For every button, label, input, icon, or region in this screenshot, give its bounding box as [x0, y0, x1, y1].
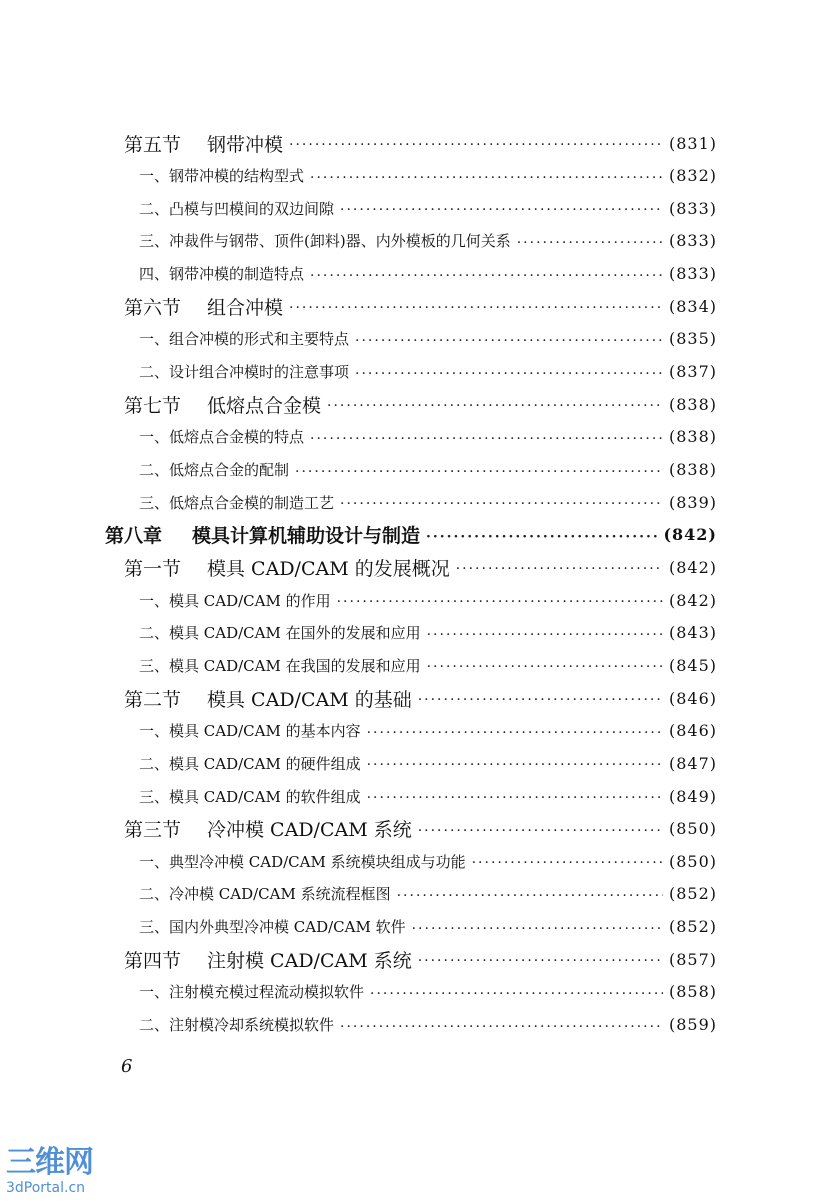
toc-subsection-entry	[139, 649, 717, 681]
toc-leader-dots	[412, 917, 663, 937]
toc-entry-page: (838)	[668, 427, 717, 447]
toc-entry-page: (852)	[668, 884, 717, 904]
toc-leader-dots	[370, 982, 663, 1002]
toc-leader-dots	[426, 525, 657, 545]
toc-subsection-entry	[139, 878, 717, 910]
toc-leader-dots	[418, 949, 663, 969]
toc-entry-page: (857)	[668, 949, 717, 969]
toc-leader-dots	[310, 264, 663, 284]
toc-subsection-entry	[139, 323, 717, 355]
toc-entry-page: (838)	[668, 394, 717, 414]
toc-entry-title: 一、模具 CAD/CAM 的作用	[139, 591, 331, 610]
toc-leader-dots	[472, 851, 663, 871]
toc-entry-page: (847)	[668, 753, 717, 773]
toc-entry-page: (842)	[668, 557, 717, 577]
toc-entry-number: 第二节	[124, 688, 182, 711]
toc-entry-title: 低熔点合金模	[207, 394, 322, 417]
toc-leader-dots	[355, 329, 663, 349]
toc-section-entry	[124, 127, 717, 159]
toc-leader-dots	[427, 623, 663, 643]
toc-entry-title: 一、组合冲模的形式和主要特点	[139, 330, 350, 349]
toc-subsection-entry	[139, 421, 717, 453]
toc-section-entry	[124, 388, 717, 420]
toc-leader-dots	[340, 1015, 663, 1035]
toc-leader-dots	[427, 655, 663, 675]
toc-subsection-entry	[139, 356, 717, 388]
toc-leader-dots	[397, 884, 663, 904]
toc-entry-title: 二、凸模与凹模间的双边间隙	[139, 199, 335, 218]
toc-entry-title: 一、注射模充模过程流动模拟软件	[139, 983, 365, 1002]
toc-entry-page: (846)	[668, 721, 717, 741]
toc-entry-title: 三、模具 CAD/CAM 在我国的发展和应用	[139, 656, 421, 675]
toc-entry-title: 模具计算机辅助设计与制造	[192, 525, 421, 548]
toc-entry-title: 三、低熔点合金模的制造工艺	[139, 493, 335, 512]
toc-entry-number: 第五节	[124, 133, 182, 156]
toc-subsection-entry	[139, 192, 717, 224]
toc-leader-dots	[418, 819, 663, 839]
toc-entry-title: 冷冲模 CAD/CAM 系统	[207, 819, 412, 842]
toc-leader-dots	[340, 198, 663, 218]
toc-entry-page: (839)	[668, 492, 717, 512]
toc-entry-page: (834)	[668, 296, 717, 316]
toc-subsection-entry	[139, 225, 717, 257]
toc-entry-page: (837)	[668, 362, 717, 382]
toc-leader-dots	[337, 590, 663, 610]
toc-entry-number: 第一节	[124, 557, 182, 580]
toc-subsection-entry	[139, 258, 717, 290]
toc-chapter-entry	[105, 519, 717, 551]
toc-entry-page: (833)	[668, 264, 717, 284]
toc-entry-title: 四、钢带冲模的制造特点	[139, 265, 305, 284]
toc-entry-title: 三、国内外典型冷冲模 CAD/CAM 软件	[139, 918, 406, 937]
toc-entry-page: (849)	[668, 786, 717, 806]
toc-entry-page: (842)	[668, 590, 717, 610]
toc-entry-number: 第七节	[124, 394, 182, 417]
toc-leader-dots	[289, 296, 663, 316]
toc-entry-title: 一、低熔点合金模的特点	[139, 428, 305, 447]
toc-subsection-entry	[139, 715, 717, 747]
toc-entry-page: (858)	[668, 982, 717, 1002]
toc-subsection-entry	[139, 617, 717, 649]
toc-leader-dots	[295, 460, 663, 480]
toc-subsection-entry	[139, 845, 717, 877]
watermark-logo	[6, 1145, 93, 1196]
toc-subsection-entry	[139, 747, 717, 779]
toc-entry-page: (835)	[668, 329, 717, 349]
toc-entry-page: (850)	[668, 851, 717, 871]
toc-section-entry	[124, 551, 717, 583]
toc-subsection-entry	[139, 584, 717, 616]
toc-entry-title: 组合冲模	[207, 296, 284, 319]
toc-entry-title: 三、冲裁件与钢带、顶件(卸料)器、内外模板的几何关系	[139, 232, 511, 251]
toc-entry-page: (831)	[668, 133, 717, 153]
toc-entry-title: 一、模具 CAD/CAM 的基本内容	[139, 722, 361, 741]
toc-entry-page: (832)	[668, 166, 717, 186]
toc-leader-dots	[355, 362, 663, 382]
toc-entry-page: (846)	[668, 688, 717, 708]
toc-entry-number: 第八章	[105, 525, 163, 548]
page-number: 6	[121, 1056, 133, 1077]
toc-subsection-entry	[139, 976, 717, 1008]
toc-entry-title: 一、钢带冲模的结构型式	[139, 167, 305, 186]
toc-entry-title: 注射模 CAD/CAM 系统	[207, 949, 412, 972]
toc-entry-page: (850)	[668, 819, 717, 839]
toc-entry-title: 二、注射模冷却系统模拟软件	[139, 1016, 335, 1035]
toc-leader-dots	[310, 427, 663, 447]
toc-entry-title: 三、模具 CAD/CAM 的软件组成	[139, 787, 361, 806]
toc-entry-title: 模具 CAD/CAM 的基础	[207, 688, 412, 711]
toc-entry-title: 一、典型冷冲模 CAD/CAM 系统模块组成与功能	[139, 852, 466, 871]
toc-section-entry	[124, 943, 717, 975]
toc-leader-dots	[456, 557, 663, 577]
toc-entry-number: 第六节	[124, 296, 182, 319]
toc-leader-dots	[340, 492, 663, 512]
toc-subsection-entry	[139, 911, 717, 943]
toc-entry-page: (845)	[668, 655, 717, 675]
toc-leader-dots	[289, 133, 663, 153]
toc-leader-dots	[310, 166, 663, 186]
toc-section-entry	[124, 682, 717, 714]
toc-leader-dots	[367, 786, 663, 806]
toc-subsection-entry	[139, 486, 717, 518]
toc-entry-number: 第四节	[124, 949, 182, 972]
toc-entry-number: 第三节	[124, 819, 182, 842]
toc-entry-title: 二、低熔点合金的配制	[139, 461, 290, 479]
toc-leader-dots	[418, 688, 663, 708]
toc-subsection-entry	[139, 1009, 717, 1041]
toc-entry-title: 模具 CAD/CAM 的发展概况	[207, 557, 450, 580]
toc-subsection-entry	[139, 454, 717, 486]
toc-section-entry	[124, 290, 717, 322]
toc-entry-page: (859)	[668, 1015, 717, 1035]
toc-entry-page: (833)	[668, 231, 717, 251]
toc-subsection-entry	[139, 160, 717, 192]
watermark-site-text: 3dPortal.cn	[6, 1180, 86, 1196]
toc-leader-dots	[367, 721, 663, 741]
toc-leader-dots	[517, 231, 663, 251]
toc-entry-title: 钢带冲模	[207, 133, 284, 156]
toc-entry-page: (842)	[663, 525, 717, 545]
toc-leader-dots	[367, 753, 663, 773]
toc-entry-title: 二、设计组合冲模时的注意事项	[139, 363, 350, 382]
toc-entry-page: (838)	[668, 460, 717, 479]
toc-entry-page: (843)	[668, 623, 717, 643]
toc-subsection-entry	[139, 780, 717, 812]
toc-entry-title: 二、模具 CAD/CAM 在国外的发展和应用	[139, 624, 421, 643]
toc-entry-page: (852)	[668, 917, 717, 937]
watermark-logo-text: 三维网	[6, 1145, 93, 1180]
toc-section-entry	[124, 813, 717, 845]
toc-entry-title: 二、冷冲模 CAD/CAM 系统流程框图	[139, 885, 391, 904]
toc-leader-dots	[327, 394, 663, 414]
toc-entry-page: (833)	[668, 198, 717, 218]
toc-entry-title: 二、模具 CAD/CAM 的硬件组成	[139, 754, 361, 773]
